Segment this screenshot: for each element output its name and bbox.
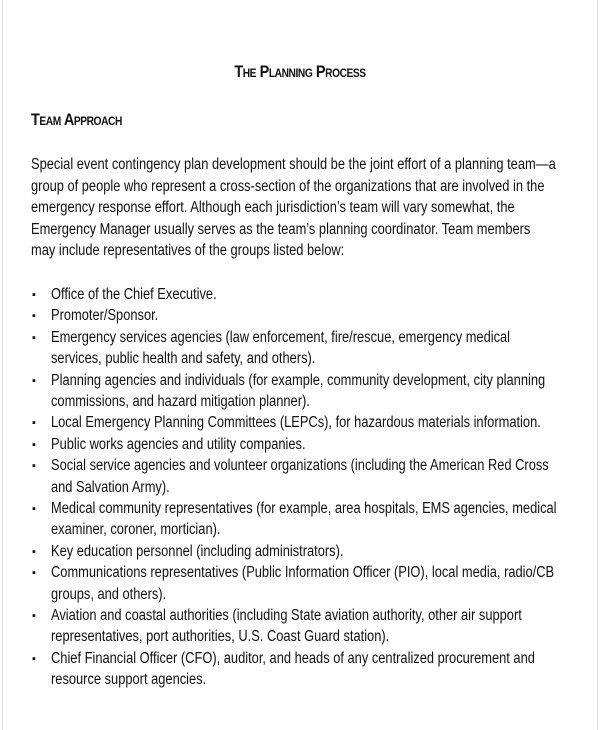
bullet-icon: ▪ (32, 417, 36, 430)
list-item-line: Medical community representatives (for example, area hospitals, EMS agencies, medical (51, 500, 557, 517)
paragraph-line: Special event contingency plan development should be the joint effort of a planning team—a (31, 156, 556, 173)
list-item-line: representatives, port authorities, U.S. Coast Guard station). (51, 628, 390, 646)
bullet-icon: ▪ (32, 460, 36, 473)
list-item-line: Social service agencies and volunteer organizations (including the American Red Cross (51, 457, 549, 475)
list-item-line: Planning agencies and individuals (for example, community development, city planning (51, 371, 546, 389)
list-item-line: commissions, and hazard mitigation planner). (51, 393, 310, 410)
bullet-icon: ▪ (32, 289, 36, 301)
list-item-line: Key education personnel (including administrators). (51, 542, 344, 560)
list-item-line: resource support agencies. (51, 671, 207, 689)
list-item-line: Promoter/Sponsor. (51, 307, 159, 325)
list-item-line: Office of the Chief Executive. (51, 286, 217, 303)
list-item-line: Communications representatives (Public Information Officer (PIO), local media, radio/CB (51, 564, 555, 582)
document-title: The Planning Process (234, 62, 366, 81)
list-item-line: Local Emergency Planning Committees (LEPCs), for hazardous materials information. (51, 414, 541, 432)
paragraph-line: emergency response effort. Although each jurisdiction’s team will vary somewhat, the (31, 199, 515, 216)
bullet-icon: ▪ (32, 610, 36, 622)
list-item-line: examiner, coroner, mortician). (51, 521, 221, 539)
bullet-icon: ▪ (32, 331, 36, 344)
paragraph-line: may include representatives of the groups listed below: (31, 242, 345, 259)
list-item-line: Aviation and coastal authorities (including State aviation authority, other air support (51, 607, 522, 624)
bullet-icon: ▪ (32, 310, 36, 323)
list-item-line: Emergency services agencies (law enforcement, fire/rescue, emergency medical (51, 328, 511, 346)
list-item-line: Public works agencies and utility companies. (51, 435, 306, 453)
bullet-icon: ▪ (32, 652, 36, 665)
section-heading: Team Approach (31, 110, 122, 129)
paragraph-line: group of people who represent a cross-section of the organizations that are involved in the (31, 177, 545, 195)
bullet-icon: ▪ (32, 567, 36, 580)
paragraph-line: Emergency Manager usually serves as the team’s planning coordinator. Team members (31, 220, 531, 238)
bullet-icon: ▪ (32, 503, 36, 515)
list-item-line: and Salvation Army). (51, 478, 170, 496)
bullet-icon: ▪ (32, 545, 36, 558)
list-item-line: groups, and others). (51, 585, 167, 603)
bullet-icon: ▪ (32, 374, 36, 387)
bullet-icon: ▪ (32, 438, 36, 451)
list-item-line: Chief Financial Officer (CFO), auditor, and heads of any centralized procurement and (51, 649, 535, 667)
list-item-line: services, public health and safety, and others). (51, 350, 316, 368)
